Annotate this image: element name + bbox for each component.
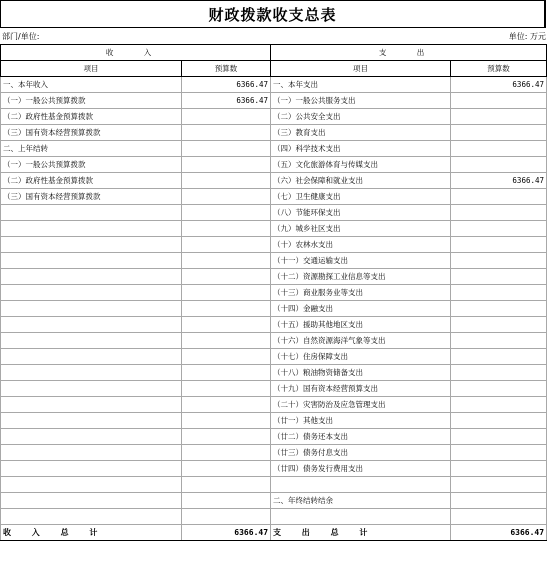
expense-value-cell[interactable]: 6366.47: [451, 77, 547, 93]
table-row: [1, 413, 547, 429]
expense-budget-header[interactable]: 预算数: [451, 61, 547, 77]
unit-label: 单位: 万元: [508, 31, 546, 41]
income-item-cell[interactable]: [1, 365, 182, 381]
table-row: [1, 333, 547, 349]
expense-value-cell[interactable]: [451, 301, 547, 317]
expense-value-cell[interactable]: [451, 157, 547, 173]
income-value-cell[interactable]: [182, 381, 271, 397]
table-row: [1, 301, 547, 317]
income-value-cell[interactable]: [182, 429, 271, 445]
income-item-cell[interactable]: [1, 221, 182, 237]
expense-item-cell[interactable]: 二、年终结转结余: [271, 493, 451, 509]
table-row: [1, 221, 547, 237]
income-value-cell[interactable]: [182, 205, 271, 221]
expense-value-cell[interactable]: [451, 509, 547, 525]
income-item-cell[interactable]: [1, 285, 182, 301]
income-item-cell[interactable]: 二、上年结转: [1, 141, 182, 157]
expense-value-cell[interactable]: [451, 221, 547, 237]
expense-value-cell[interactable]: [451, 477, 547, 493]
expense-value-cell[interactable]: [451, 381, 547, 397]
table-row: [1, 77, 547, 93]
income-value-cell[interactable]: [182, 509, 271, 525]
table-row: [1, 125, 547, 141]
income-item-cell[interactable]: [1, 333, 182, 349]
income-value-cell[interactable]: [182, 157, 271, 173]
income-value-cell[interactable]: [182, 221, 271, 237]
expense-item-cell[interactable]: （十四）金融支出: [271, 301, 451, 317]
expense-item-cell[interactable]: （十六）自然资源海洋气象等支出: [271, 333, 451, 349]
expense-total-value[interactable]: 6366.47: [451, 525, 547, 541]
income-value-cell[interactable]: [182, 365, 271, 381]
expense-value-cell[interactable]: [451, 285, 547, 301]
income-item-cell[interactable]: [1, 381, 182, 397]
expense-item-header[interactable]: 项目: [271, 61, 451, 77]
expense-value-cell[interactable]: [451, 317, 547, 333]
expense-value-cell[interactable]: [451, 253, 547, 269]
section-header-row: [1, 45, 547, 61]
income-item-cell[interactable]: （三）国有资本经营预算拨款: [1, 189, 182, 205]
income-value-cell[interactable]: [182, 253, 271, 269]
expense-item-cell[interactable]: （廿四）债务发行费用支出: [271, 461, 451, 477]
table-row: [1, 429, 547, 445]
income-section-header[interactable]: 收 入: [1, 45, 271, 61]
expense-value-cell[interactable]: [451, 93, 547, 109]
expense-item-cell[interactable]: （八）节能环保支出: [271, 205, 451, 221]
table-row: [1, 109, 547, 125]
income-item-cell[interactable]: [1, 413, 182, 429]
income-value-cell[interactable]: [182, 109, 271, 125]
expense-value-cell[interactable]: [451, 445, 547, 461]
table-row: [1, 381, 547, 397]
income-value-cell[interactable]: [182, 397, 271, 413]
table-row: [1, 237, 547, 253]
department-label: 部门/单位:: [2, 31, 40, 41]
income-value-cell[interactable]: [182, 301, 271, 317]
income-budget-header[interactable]: 预算数: [182, 61, 271, 77]
expense-item-cell[interactable]: （十五）援助其他地区支出: [271, 317, 451, 333]
income-item-cell[interactable]: （二）政府性基金预算拨款: [1, 109, 182, 125]
expense-value-cell[interactable]: [451, 269, 547, 285]
expense-item-cell[interactable]: （三）教育支出: [271, 125, 451, 141]
table-row: [1, 141, 547, 157]
expense-value-cell[interactable]: [451, 189, 547, 205]
income-value-cell[interactable]: [182, 285, 271, 301]
income-item-cell[interactable]: [1, 445, 182, 461]
divider: [545, 0, 546, 28]
expense-item-cell[interactable]: （十一）交通运输支出: [271, 253, 451, 269]
table-row: [1, 285, 547, 301]
table-title: 财政拨款收支总表: [0, 0, 545, 28]
table-row: [1, 349, 547, 365]
expense-item-cell[interactable]: （十七）住房保障支出: [271, 349, 451, 365]
column-header-row: [1, 61, 547, 77]
expense-item-cell[interactable]: （五）文化旅游体育与传媒支出: [271, 157, 451, 173]
expense-item-cell[interactable]: （九）城乡社区支出: [271, 221, 451, 237]
table-row: [1, 189, 547, 205]
expense-value-cell[interactable]: [451, 125, 547, 141]
table-row: [1, 173, 547, 189]
expense-value-cell[interactable]: [451, 429, 547, 445]
income-item-cell[interactable]: （一）一般公共预算拨款: [1, 93, 182, 109]
expense-value-cell[interactable]: [451, 365, 547, 381]
income-value-cell[interactable]: [182, 237, 271, 253]
income-total-label[interactable]: 收 入 总 计: [1, 525, 182, 541]
income-value-cell[interactable]: [182, 349, 271, 365]
expense-value-cell[interactable]: [451, 109, 547, 125]
income-item-cell[interactable]: [1, 301, 182, 317]
expense-item-cell[interactable]: （十二）资源勘探工业信息等支出: [271, 269, 451, 285]
table-row: [1, 253, 547, 269]
income-item-cell[interactable]: （三）国有资本经营预算拨款: [1, 125, 182, 141]
income-item-cell[interactable]: 一、本年收入: [1, 77, 182, 93]
income-value-cell[interactable]: [182, 269, 271, 285]
income-total-value[interactable]: 6366.47: [182, 525, 271, 541]
expense-value-cell[interactable]: [451, 141, 547, 157]
income-item-header[interactable]: 项目: [1, 61, 182, 77]
income-value-cell[interactable]: [182, 173, 271, 189]
income-item-cell[interactable]: [1, 477, 182, 493]
income-value-cell[interactable]: 6366.47: [182, 93, 271, 109]
expense-item-cell[interactable]: （廿三）债务付息支出: [271, 445, 451, 461]
expense-value-cell[interactable]: [451, 397, 547, 413]
expense-item-cell[interactable]: （四）科学技术支出: [271, 141, 451, 157]
expense-item-cell[interactable]: （十九）国有资本经营预算支出: [271, 381, 451, 397]
expense-item-cell[interactable]: （二）公共安全支出: [271, 109, 451, 125]
totals-row: [1, 525, 547, 541]
expense-value-cell[interactable]: [451, 349, 547, 365]
income-value-cell[interactable]: [182, 477, 271, 493]
income-value-cell[interactable]: [182, 189, 271, 205]
expense-item-cell[interactable]: [271, 477, 451, 493]
income-item-cell[interactable]: [1, 317, 182, 333]
expense-total-label[interactable]: 支 出 总 计: [271, 525, 451, 541]
expense-value-cell[interactable]: [451, 333, 547, 349]
income-item-cell[interactable]: [1, 397, 182, 413]
table-row: [1, 93, 547, 109]
table-row: [1, 445, 547, 461]
expense-section-header[interactable]: 支 出: [271, 45, 547, 61]
income-item-cell[interactable]: （一）一般公共预算拨款: [1, 157, 182, 173]
expense-value-cell[interactable]: [451, 493, 547, 509]
table-row: [1, 157, 547, 173]
income-item-cell[interactable]: [1, 237, 182, 253]
income-item-cell[interactable]: [1, 269, 182, 285]
income-value-cell[interactable]: [182, 317, 271, 333]
income-value-cell[interactable]: 6366.47: [182, 77, 271, 93]
expense-value-cell[interactable]: [451, 413, 547, 429]
income-value-cell[interactable]: [182, 141, 271, 157]
expense-item-cell[interactable]: 一、本年支出: [271, 77, 451, 93]
expense-item-cell[interactable]: （六）社会保障和就业支出: [271, 173, 451, 189]
expense-value-cell[interactable]: 6366.47: [451, 173, 547, 189]
income-value-cell[interactable]: [182, 493, 271, 509]
expense-item-cell[interactable]: （廿二）债务还本支出: [271, 429, 451, 445]
table-row: [1, 205, 547, 221]
income-item-cell[interactable]: [1, 493, 182, 509]
expense-item-cell[interactable]: （十三）商业服务业等支出: [271, 285, 451, 301]
expense-item-cell[interactable]: （一）一般公共服务支出: [271, 93, 451, 109]
budget-table: [0, 44, 547, 541]
income-item-cell[interactable]: [1, 429, 182, 445]
table-row: [1, 269, 547, 285]
income-item-cell[interactable]: [1, 461, 182, 477]
table-row: [1, 493, 547, 509]
table-row: [1, 317, 547, 333]
expense-item-cell[interactable]: [271, 509, 451, 525]
income-item-cell[interactable]: [1, 509, 182, 525]
expense-value-cell[interactable]: [451, 461, 547, 477]
expense-item-cell[interactable]: （十八）粮油物资储备支出: [271, 365, 451, 381]
income-item-cell[interactable]: [1, 205, 182, 221]
expense-item-cell[interactable]: （十）农林水支出: [271, 237, 451, 253]
income-item-cell[interactable]: [1, 253, 182, 269]
income-value-cell[interactable]: [182, 333, 271, 349]
income-item-cell[interactable]: [1, 349, 182, 365]
table-row: [1, 509, 547, 525]
table-row: [1, 461, 547, 477]
income-value-cell[interactable]: [182, 125, 271, 141]
expense-item-cell[interactable]: （廿一）其他支出: [271, 413, 451, 429]
table-row: [1, 365, 547, 381]
expense-value-cell[interactable]: [451, 205, 547, 221]
table-row: [1, 397, 547, 413]
income-item-cell[interactable]: （二）政府性基金预算拨款: [1, 173, 182, 189]
expense-item-cell[interactable]: （七）卫生健康支出: [271, 189, 451, 205]
expense-value-cell[interactable]: [451, 237, 547, 253]
income-value-cell[interactable]: [182, 445, 271, 461]
table-row: [1, 477, 547, 493]
income-value-cell[interactable]: [182, 461, 271, 477]
expense-item-cell[interactable]: （二十）灾害防治及应急管理支出: [271, 397, 451, 413]
income-value-cell[interactable]: [182, 413, 271, 429]
meta-row: [0, 28, 548, 44]
